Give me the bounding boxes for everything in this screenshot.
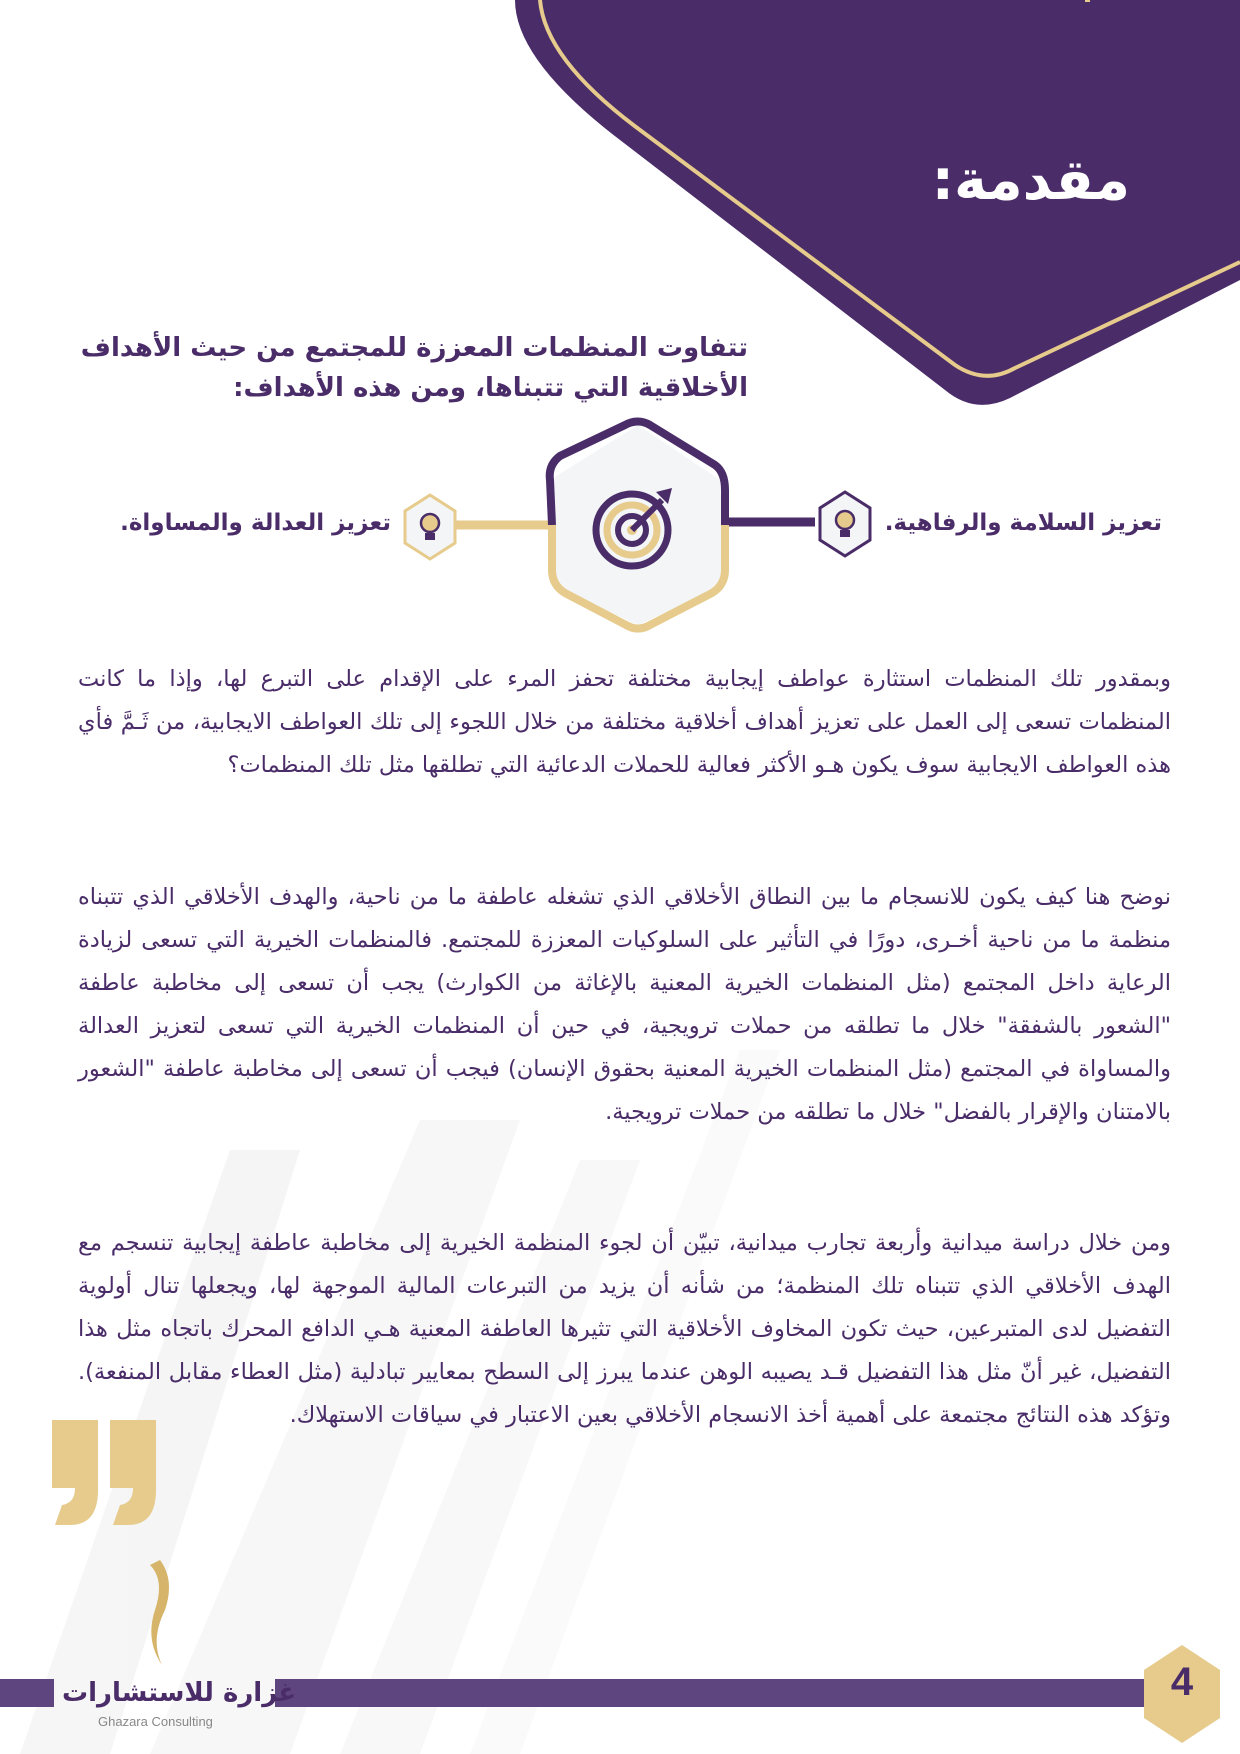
goal-item-safety: تعزيز السلامة والرفاهية. bbox=[884, 510, 1162, 536]
goal-hexagon bbox=[550, 422, 725, 629]
logo-text-arabic: غزارة للاستشارات bbox=[62, 1678, 297, 1708]
paragraph-1: وبمقدور تلك المنظمات استثارة عواطف إيجابية مختلفة تحفز المرء على الإقدام على التبرع لها، وإذا ما كانت المنظمات تسعى إلى العمل على تعزيز أهداف أخلاقية مختلفة من خلال اللجوء إلى تلك العواطف الايجابية، من ثَـمَّ فأي هذه العواطف الايجابية سوف يكون هـو الأكثر فعالية للحملات الدعائية التي تطلقها مثل تلك المنظمات؟ bbox=[78, 666, 1171, 778]
footer-bar-left bbox=[0, 1679, 54, 1707]
goal-badge-right bbox=[820, 492, 870, 556]
goal-badge-left bbox=[405, 495, 455, 559]
goal-item-justice: تعزيز العدالة والمساواة. bbox=[120, 510, 391, 536]
page-number: 4 bbox=[1170, 1660, 1194, 1704]
paragraph-2: نوضح هنا كيف يكون للانسجام ما بين النطاق الأخلاقي الذي تشغله عاطفة ما من ناحية، والهدف الأخلاقي الذي تتبناه منظمة ما من ناحية أخـرى، دورًا في التأثير على السلوكيات المعززة للمجتمع. فالمنظمات الخيرية التي تسعى لزيادة الرعاية داخل المجتمع (مثل المنظمات الخيرية المعنية بالإغاثة من الكوارث) يجب أن تسعى إلى مخاطبة عاطفة "الشعور بالشفقة" خلال ما تطلقه من حملات ترويجية، في حين أن المنظمات الخيرية التي تسعى لتعزيز العدالة والمساواة في المجتمع (مثل المنظمات الخيرية المعنية بحقوق الإنسان) فيجب أن تسعى إلى مخاطبة عاطفة "الشعور بالامتنان والإقرار بالفضل" خلال ما تطلقه من حملات ترويجية. bbox=[78, 884, 1171, 1125]
footer-bar bbox=[275, 1679, 1145, 1707]
paragraph-3: ومن خلال دراسة ميدانية وأربعة تجارب ميدانية، تبيّن أن لجوء المنظمة الخيرية إلى مخاطبة عاطفة إيجابية تنسجم مع الهدف الأخلاقي الذي تتبناه تلك المنظمة؛ من شأنه أن يزيد من التبرعات المالية الموجهة لها، ويجعلها تنال أولوية التفضيل لدى المتبرعين، حيث تكون المخاوف الأخلاقية التي تثيرها العاطفة المعنية هـي الدافع المحرك باتجاه مثل هذا التفضيل، غير أنّ مثل هذا التفضيل قـد يصيبه الوهن عندما يبرز إلى السطح بمعايير تبادلية (مثل العطاء مقابل المنفعة). وتؤكد هذه النتائج مجتمعة على أهمية أخذ الانسجام الأخلاقي بعين الاعتبار في سياقات الاستهلاك. bbox=[78, 1230, 1171, 1428]
logo-text-english: Ghazara Consulting bbox=[98, 1714, 213, 1729]
page-title: مقدمة: bbox=[931, 148, 1130, 213]
intro-heading: تتفاوت المنظمات المعززة للمجتمع من حيث الأهداف الأخلاقية التي تتبناها، ومن هذه الأهداف: bbox=[80, 333, 748, 403]
